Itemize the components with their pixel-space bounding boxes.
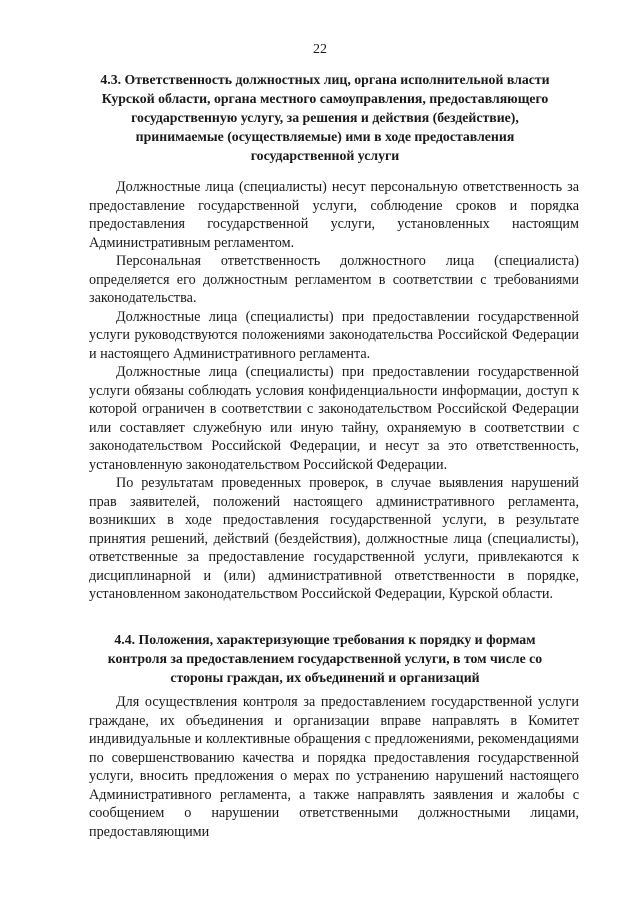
section-4-4-body xyxy=(89,693,579,841)
section-4-4-heading: 4.4. Положения, характеризующие требования к порядку и формам контроля за предоставлением государственной услуги, в том числе со стороны граждан, их объединений и организаций xyxy=(107,632,543,685)
paragraph: По результатам проведенных проверок, в случае выявления нарушений прав заявителей, положений настоящего административного регламента, возникших в ходе предоставления государственной услуги, в результате принятия решений, действий (бездействия), должностные лица (специалисты), ответственные за предоставление государственной услуги, привлекаются к дисциплинарной и (или) административной ответственности в порядке, установленном законодательством Российской Федерации, Курской области. xyxy=(89,475,579,602)
paragraph: Должностные лица (специалисты) при предоставлении государственной услуги руководствуются положениями законодательства Российской Федерации и настоящего Административного регламента. xyxy=(89,308,579,362)
paragraph: Персональная ответственность должностного лица (специалиста) определяется его должностным регламентом в соответствии с требованиями законодательства. xyxy=(89,253,579,306)
paragraph: Для осуществления контроля за предоставлением государственной услуги граждане, их объединения и организации вправе направлять в Комитет индивидуальные и коллективные обращения с предложениями, рекомендациями по совершенствованию качества и порядка предоставления государственной услуги, вносить предложения о мерах по устранению нарушений настоящего Административного регламента, а также направлять заявления и жалобы с сообщением о нарушении ответственными должностными лицами, предоставляющими xyxy=(89,694,579,840)
section-4-3-heading: 4.3. Ответственность должностных лиц, органа исполнительной власти Курской области, органа местного самоуправления, предоставляющего государственную услугу, за решения и действия (бездействие), принимаемые (осуществляемые) ими в ходе предоставления государственной услуги xyxy=(100,72,550,163)
page-number: 22 xyxy=(313,42,327,57)
section-4-3-body xyxy=(89,178,579,604)
paragraph: Должностные лица (специалисты) при предоставлении государственной услуги обязаны соблюдать условия конфиденциальности информации, доступ к которой ограничен в соответствии с законодательством Российской Федерации или составляет служебную или иную тайну, охраняемую в соответствии с законодательством Российской Федерации, и несут за это ответственность, установленную законодательством Российской Федерации. xyxy=(89,364,579,473)
paragraph: Должностные лица (специалисты) несут персональную ответственность за предоставление государственной услуги, соблюдение сроков и порядка предоставления государственной услуги, установленных настоящим Административным регламентом. xyxy=(89,179,579,251)
